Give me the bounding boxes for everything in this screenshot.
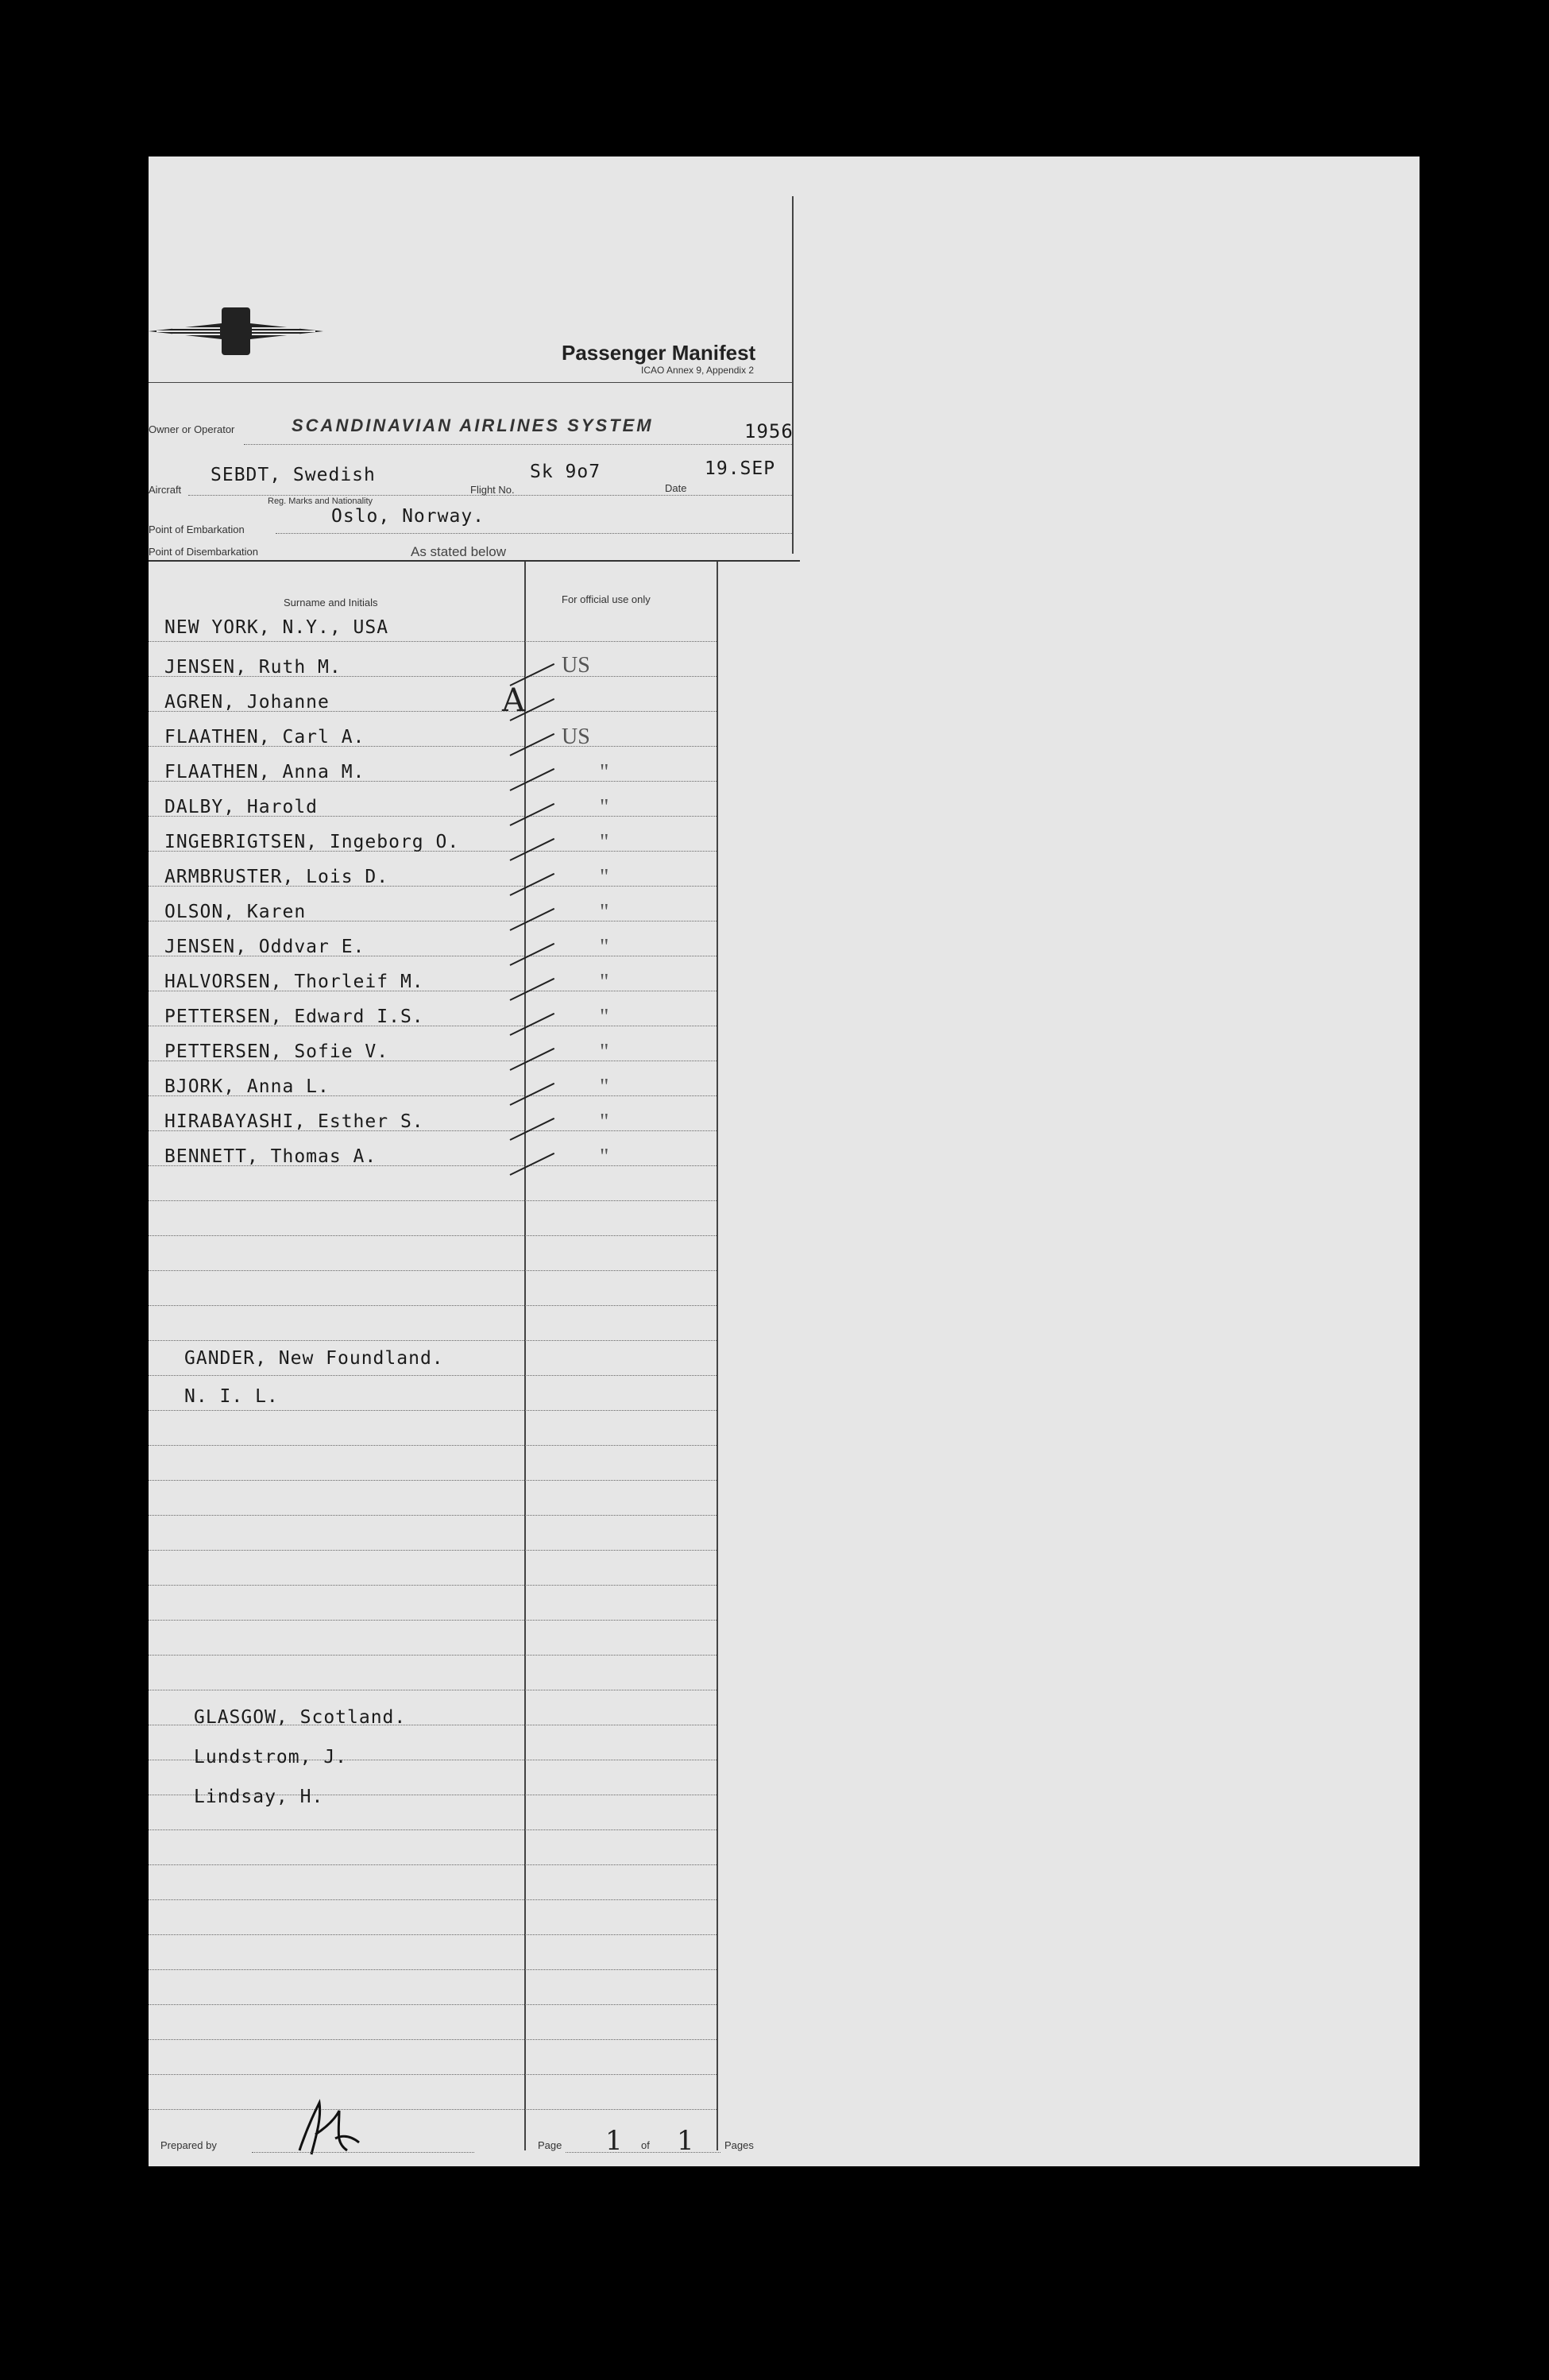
row-rule <box>149 1655 717 1656</box>
page-line <box>566 2152 720 2153</box>
passenger-name: ARMBRUSTER, Lois D. <box>164 867 389 887</box>
embarkation-line <box>276 533 792 534</box>
signature-icon <box>292 2095 363 2158</box>
year-value: 1956 <box>744 420 794 442</box>
official-mark: " <box>600 760 609 785</box>
row-rule <box>149 1934 717 1935</box>
passenger-name: HALVORSEN, Thorleif M. <box>164 972 424 992</box>
embarkation-label: Point of Embarkation <box>149 524 245 535</box>
col-names-header: Surname and Initials <box>284 597 378 609</box>
aircraft-label: Aircraft <box>149 484 182 496</box>
passenger-name: DALBY, Harold <box>164 797 319 817</box>
check-stroke <box>510 943 555 966</box>
row-rule <box>149 1620 717 1621</box>
form-title: Passenger Manifest <box>562 341 756 365</box>
row-rule <box>149 1969 717 1970</box>
pages-label: Pages <box>724 2139 754 2151</box>
official-mark: " <box>600 1005 609 1030</box>
passenger-name: N. I. L. <box>184 1386 279 1407</box>
passenger-row <box>164 902 306 922</box>
row-rule <box>149 1340 717 1341</box>
flight-value: Sk 9o7 <box>530 462 601 482</box>
row-rule <box>149 1480 717 1481</box>
header-bottom-line <box>149 560 800 562</box>
row-rule <box>149 2074 717 2075</box>
official-mark: " <box>600 795 609 820</box>
passenger-name: Lundstrom, J. <box>194 1747 348 1768</box>
row-rule <box>149 1445 717 1446</box>
passenger-name: BJORK, Anna L. <box>164 1076 330 1097</box>
owner-value: SCANDINAVIAN AIRLINES SYSTEM <box>292 415 654 435</box>
row-rule <box>149 1585 717 1586</box>
check-stroke <box>510 1048 555 1071</box>
official-mark: " <box>600 1145 609 1169</box>
passenger-name: HIRABAYASHI, Esther S. <box>164 1111 424 1132</box>
check-stroke <box>510 1083 555 1106</box>
disembarkation-value: As stated below <box>411 544 507 559</box>
passenger-row <box>164 1006 424 1027</box>
row-rule <box>149 1305 717 1306</box>
row-rule <box>149 1270 717 1271</box>
passenger-row <box>164 692 330 713</box>
passenger-row <box>164 727 365 748</box>
header-box-right-border <box>792 196 794 554</box>
official-mark: " <box>600 1110 609 1134</box>
passenger-row <box>194 1787 323 1807</box>
passenger-row <box>164 832 459 852</box>
official-mark: " <box>600 865 609 890</box>
official-mark: " <box>600 900 609 925</box>
passenger-name: FLAATHEN, Anna M. <box>164 762 365 782</box>
row-rule <box>149 2004 717 2005</box>
passenger-name: BENNETT, Thomas A. <box>164 1146 377 1167</box>
check-stroke <box>510 873 555 896</box>
passenger-row <box>164 762 365 782</box>
prepared-line <box>252 2152 474 2153</box>
official-mark: " <box>600 1040 609 1064</box>
passenger-name: Lindsay, H. <box>194 1787 324 1807</box>
passenger-name: OLSON, Karen <box>164 902 307 922</box>
table-divider <box>524 562 526 2150</box>
official-mark: " <box>600 970 609 995</box>
prepared-label: Prepared by <box>160 2139 217 2151</box>
row-rule <box>149 1864 717 1865</box>
check-stroke <box>510 1153 555 1176</box>
disembarkation-label: Point of Disembarkation <box>149 546 259 558</box>
passenger-row <box>164 1111 424 1132</box>
passenger-row <box>164 1146 377 1167</box>
passenger-name: PETTERSEN, Edward I.S. <box>164 1006 424 1027</box>
page-value: 1 <box>605 2125 623 2157</box>
passenger-row <box>164 1041 388 1062</box>
row-rule <box>149 1829 717 1830</box>
passenger-name: JENSEN, Oddvar E. <box>164 937 365 957</box>
row-rule <box>149 1375 717 1376</box>
passenger-name: FLAATHEN, Carl A. <box>164 727 365 748</box>
of-value: 1 <box>677 2125 694 2157</box>
destination-gander: GANDER, New Foundland. <box>184 1348 444 1369</box>
destination-new-york: NEW YORK, N.Y., USA <box>164 617 389 638</box>
passenger-row <box>164 657 342 678</box>
row-rule <box>149 1200 717 1201</box>
airline-logo-icon <box>149 299 323 363</box>
row-rule <box>149 1550 717 1551</box>
a-mark-icon: A <box>502 682 525 719</box>
check-stroke <box>510 978 555 1001</box>
of-label: of <box>641 2139 650 2151</box>
destination-glasgow: GLASGOW, Scotland. <box>194 1707 407 1728</box>
check-stroke <box>510 1118 555 1141</box>
owner-label: Owner or Operator <box>149 423 235 435</box>
owner-line <box>244 444 792 445</box>
passenger-row <box>184 1386 279 1407</box>
official-mark: " <box>600 1075 609 1099</box>
reg-label: Reg. Marks and Nationality <box>268 496 373 506</box>
date-label: Date <box>665 482 687 494</box>
row-rule <box>149 2039 717 2040</box>
row-rule <box>149 1899 717 1900</box>
row-rule <box>149 641 717 642</box>
aircraft-line <box>188 495 792 496</box>
passenger-name: INGEBRIGTSEN, Ingeborg O. <box>164 832 460 852</box>
passenger-row <box>164 867 388 887</box>
official-mark: " <box>600 935 609 960</box>
check-stroke <box>510 838 555 861</box>
check-stroke <box>510 1013 555 1036</box>
official-mark: " <box>600 830 609 855</box>
check-stroke <box>510 908 555 931</box>
embarkation-value: Oslo, Norway. <box>331 506 485 527</box>
aircraft-value: SEBDT, Swedish <box>211 465 376 485</box>
check-stroke <box>510 803 555 826</box>
date-value: 19.SEP <box>705 458 776 479</box>
row-rule <box>149 1410 717 1411</box>
form-subtitle: ICAO Annex 9, Appendix 2 <box>641 365 755 376</box>
passenger-row <box>194 1747 347 1768</box>
manifest-sheet <box>149 156 1420 2166</box>
row-rule <box>149 1235 717 1236</box>
page-label: Page <box>538 2139 562 2151</box>
col-official-header: For official use only <box>562 593 651 605</box>
row-rule <box>149 1515 717 1516</box>
row-rule <box>149 2109 717 2110</box>
official-mark: US <box>562 724 590 749</box>
flight-label: Flight No. <box>470 484 515 496</box>
passenger-row <box>164 1076 330 1097</box>
passenger-row <box>164 972 424 992</box>
title-underline <box>149 382 792 383</box>
passenger-name: AGREN, Johanne <box>164 692 330 713</box>
check-stroke <box>510 733 555 756</box>
check-stroke <box>510 768 555 791</box>
passenger-name: PETTERSEN, Sofie V. <box>164 1041 389 1062</box>
passenger-name: JENSEN, Ruth M. <box>164 657 342 678</box>
table-right-border <box>717 562 718 2150</box>
passenger-row <box>164 937 365 957</box>
passenger-row <box>164 797 318 817</box>
official-mark: US <box>562 653 590 678</box>
